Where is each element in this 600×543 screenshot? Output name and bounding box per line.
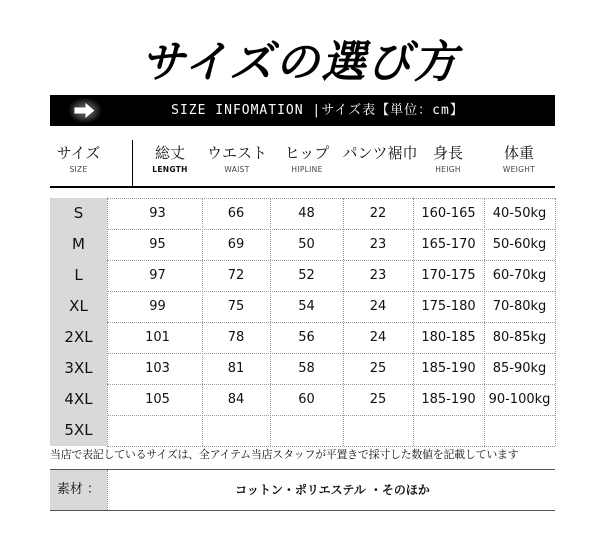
header-weight xyxy=(483,140,555,188)
hem-cell: 23 xyxy=(369,237,387,252)
table-row xyxy=(50,353,555,384)
waist-cell: 78 xyxy=(227,330,245,345)
waist-cell: 72 xyxy=(227,268,245,283)
header-main: 総丈 xyxy=(154,144,185,162)
header-main: ウエスト xyxy=(206,144,267,162)
header-sub: WEIGHT xyxy=(502,165,536,174)
header-underline xyxy=(50,186,555,188)
header-sub: LENGTH xyxy=(152,165,188,174)
material-value: コットン・ポリエステル ・そのほか xyxy=(235,483,430,497)
hip-cell: 50 xyxy=(298,237,315,252)
header-divider xyxy=(132,140,133,187)
weight-cell: 70-80kg xyxy=(492,299,547,314)
height-cell: 170-175 xyxy=(421,268,476,283)
height-cell: 160-165 xyxy=(421,206,476,221)
table-row xyxy=(50,384,555,415)
table-row xyxy=(50,322,555,353)
size-cell: M xyxy=(50,229,107,260)
hip-cell xyxy=(270,415,343,446)
hem-cell: 24 xyxy=(369,330,387,345)
hip-cell: 52 xyxy=(298,268,315,283)
waist-cell xyxy=(202,415,270,446)
header-main: パンツ裾巾 xyxy=(342,144,418,162)
hip-cell: 48 xyxy=(298,206,315,221)
header-main: サイズ xyxy=(56,144,101,162)
header-sub: HEIGH xyxy=(435,165,461,174)
hip-cell: 58 xyxy=(298,361,315,376)
table-row xyxy=(50,260,555,291)
hem-cell: 24 xyxy=(369,299,387,314)
weight-cell: 50-60kg xyxy=(492,237,547,252)
hip-cell: 60 xyxy=(298,392,315,407)
weight-cell: 40-50kg xyxy=(492,206,547,221)
header-sub: WAIST xyxy=(224,165,250,174)
weight-cell xyxy=(484,415,555,446)
height-cell: 185-190 xyxy=(421,361,476,376)
table-header xyxy=(50,140,555,188)
measurement-note: 当店で表記しているサイズは、全アイテム当店スタッフが平置きで採寸した数値を記載しています xyxy=(50,448,519,461)
weight-cell: 80-85kg xyxy=(492,330,547,345)
height-cell: 180-185 xyxy=(421,330,476,345)
size-cell: L xyxy=(50,260,107,291)
hem-cell: 25 xyxy=(369,392,387,407)
hem-cell: 23 xyxy=(369,268,387,283)
header-height xyxy=(413,140,483,188)
length-cell: 103 xyxy=(145,361,170,376)
table-row xyxy=(50,198,555,229)
header-hem xyxy=(340,140,420,188)
waist-cell: 75 xyxy=(227,299,245,314)
size-cell: 4XL xyxy=(50,384,107,415)
table-row xyxy=(50,291,555,322)
size-table xyxy=(50,198,555,446)
size-cell: S xyxy=(50,198,107,229)
header-main: 身長 xyxy=(432,144,463,162)
waist-cell: 66 xyxy=(227,206,245,221)
length-cell xyxy=(110,415,205,446)
banner-text: SIZE INFOMATION |サイズ表【単位：cm】 xyxy=(171,103,464,118)
header-main: 体重 xyxy=(503,144,534,162)
header-sub: SIZE xyxy=(69,165,88,174)
material-divider xyxy=(107,470,108,510)
page-title: サイズの選び方 xyxy=(140,37,460,88)
table-row xyxy=(50,229,555,260)
length-cell: 93 xyxy=(149,206,166,221)
size-cell: 2XL xyxy=(50,322,107,353)
header-main: ヒップ xyxy=(284,144,330,162)
waist-cell: 81 xyxy=(227,361,245,376)
header-size xyxy=(50,140,107,188)
hem-cell: 25 xyxy=(369,361,387,376)
size-info-banner xyxy=(50,95,555,126)
waist-cell: 69 xyxy=(227,237,245,252)
length-cell: 99 xyxy=(149,299,166,314)
hip-cell: 54 xyxy=(298,299,315,314)
height-cell xyxy=(413,415,484,446)
header-waist xyxy=(200,140,274,188)
material-label: 素材 ： xyxy=(50,470,107,510)
table-row xyxy=(50,415,555,446)
header-sub: HIPLINE xyxy=(291,165,323,174)
size-cell: 3XL xyxy=(50,353,107,384)
height-cell: 165-170 xyxy=(421,237,476,252)
size-cell: 5XL xyxy=(50,415,107,446)
length-cell: 101 xyxy=(145,330,170,345)
hem-cell xyxy=(343,415,413,446)
weight-cell: 85-90kg xyxy=(492,361,547,376)
size-cell: XL xyxy=(50,291,107,322)
weight-cell: 90-100kg xyxy=(488,392,551,407)
weight-cell: 60-70kg xyxy=(492,268,547,283)
waist-cell: 84 xyxy=(227,392,245,407)
hem-cell: 22 xyxy=(369,206,387,221)
header-hip xyxy=(272,140,342,188)
material-row xyxy=(50,470,555,510)
length-cell: 95 xyxy=(149,237,166,252)
header-length xyxy=(133,140,207,188)
height-cell: 185-190 xyxy=(421,392,476,407)
column-divider xyxy=(555,198,557,446)
height-cell: 175-180 xyxy=(421,299,476,314)
length-cell: 105 xyxy=(145,392,170,407)
material-bottom-border xyxy=(50,510,555,511)
length-cell: 97 xyxy=(149,268,166,283)
hip-cell: 56 xyxy=(298,330,315,345)
